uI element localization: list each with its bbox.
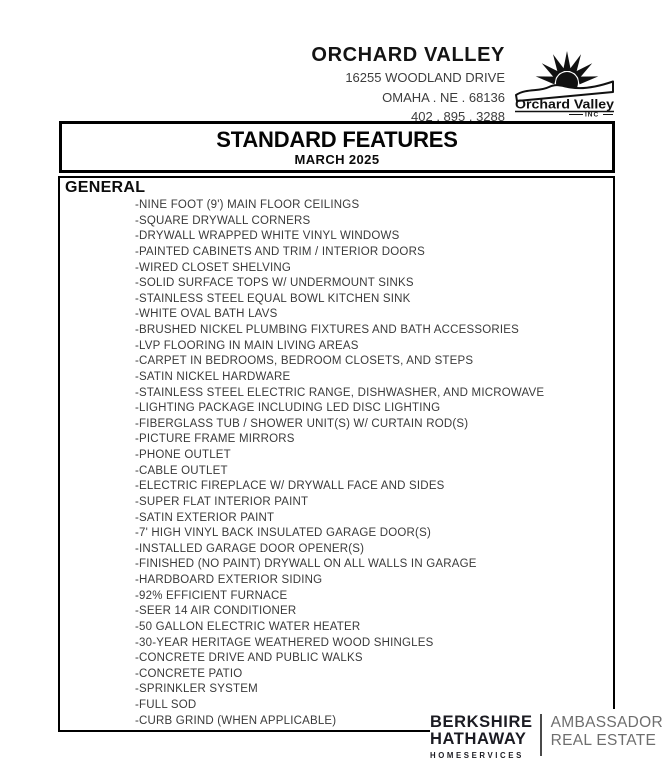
- footer-brand: [430, 709, 662, 772]
- feature-list-item: -WHITE OVAL BATH LAVS: [135, 308, 278, 321]
- feature-list-item: -WIRED CLOSET SHELVING: [135, 261, 292, 274]
- feature-list-item: -SPRINKLER SYSTEM: [135, 683, 258, 696]
- company-header: [311, 44, 505, 126]
- feature-list-item: -LVP FLOORING IN MAIN LIVING AREAS: [135, 339, 359, 352]
- logo-suffix: INC: [585, 111, 600, 119]
- feature-list-item: -92% EFFICIENT FURNACE: [135, 589, 288, 602]
- feature-list-item: -DRYWALL WRAPPED WHITE VINYL WINDOWS: [135, 230, 400, 243]
- feature-list-item: -STAINLESS STEEL EQUAL BOWL KITCHEN SINK: [135, 292, 411, 305]
- feature-list-item: -SOLID SURFACE TOPS W/ UNDERMOUNT SINKS: [135, 277, 414, 290]
- features-box: [58, 176, 615, 732]
- brand-line: BERKSHIRE: [430, 713, 533, 731]
- feature-list-item: -CONCRETE PATIO: [135, 667, 243, 680]
- feature-list-item: -FULL SOD: [135, 699, 197, 711]
- section-heading: GENERAL: [65, 179, 146, 196]
- sun-over-hills-icon: [513, 46, 619, 119]
- address-street: 16255 WOODLAND DRIVE: [345, 70, 505, 85]
- feature-list-item: -PHONE OUTLET: [135, 449, 231, 461]
- company-name: ORCHARD VALLEY: [311, 44, 505, 66]
- company-logo: [513, 46, 619, 119]
- address-city: OMAHA . NE . 68136: [382, 89, 505, 105]
- feature-list-item: -SUPER FLAT INTERIOR PAINT: [135, 495, 309, 508]
- feature-list-item: -BRUSHED NICKEL PLUMBING FIXTURES AND BATH ACCESSORIES: [135, 324, 519, 336]
- feature-list-item: -30-YEAR HERITAGE WEATHERED WOOD SHINGLES: [135, 636, 434, 649]
- feature-list-item: -PICTURE FRAME MIRRORS: [135, 433, 295, 446]
- feature-list-item: -CONCRETE DRIVE AND PUBLIC WALKS: [135, 652, 363, 665]
- logo-wordmark: Orchard Valley: [515, 96, 615, 112]
- feature-list-item: -STAINLESS STEEL ELECTRIC RANGE, DISHWASHER, AND MICROWAVE: [135, 386, 545, 399]
- feature-list-item: -SATIN EXTERIOR PAINT: [135, 511, 275, 524]
- footer-divider: [540, 714, 542, 756]
- phone-number: 402 . 895 . 3288: [411, 109, 505, 124]
- feature-list-item: -SEER 14 AIR CONDITIONER: [135, 605, 297, 618]
- partner-line: AMBASSADOR: [550, 714, 663, 731]
- ambassador-real-estate-logo: [551, 713, 663, 749]
- feature-list-item: -CURB GRIND (WHEN APPLICABLE): [135, 714, 337, 727]
- feature-list-item: -FINISHED (NO PAINT) DRYWALL ON ALL WALLS IN GARAGE: [135, 558, 477, 571]
- title-box: [59, 121, 615, 173]
- feature-list-item: -HARDBOARD EXTERIOR SIDING: [135, 574, 323, 586]
- feature-list-item: -CARPET IN BEDROOMS, BEDROOM CLOSETS, AND STEPS: [135, 355, 474, 368]
- feature-list-item: -SQUARE DRYWALL CORNERS: [135, 214, 311, 227]
- feature-list-item: -SATIN NICKEL HARDWARE: [135, 370, 291, 383]
- feature-list: [135, 198, 609, 729]
- feature-list-item: -NINE FOOT (9') MAIN FLOOR CEILINGS: [135, 199, 360, 211]
- brand-line: HATHAWAY: [430, 730, 527, 748]
- feature-list-item: -PAINTED CABINETS AND TRIM / INTERIOR DOORS: [135, 245, 425, 258]
- berkshire-hathaway-logo: [430, 713, 533, 760]
- feature-list-item: -CABLE OUTLET: [135, 464, 228, 477]
- feature-list-item: -LIGHTING PACKAGE INCLUDING LED DISC LIGHTING: [135, 402, 441, 415]
- feature-list-item: -ELECTRIC FIREPLACE W/ DRYWALL FACE AND SIDES: [135, 480, 445, 493]
- partner-line: REAL ESTATE: [550, 731, 657, 749]
- brand-subline: HOMESERVICES: [430, 751, 524, 760]
- feature-list-item: -7' HIGH VINYL BACK INSULATED GARAGE DOOR(S): [135, 527, 431, 540]
- document-title: STANDARD FEATURES: [216, 126, 458, 152]
- feature-list-item: -FIBERGLASS TUB / SHOWER UNIT(S) W/ CURTAIN ROD(S): [135, 417, 469, 430]
- feature-list-item: -INSTALLED GARAGE DOOR OPENER(S): [135, 542, 365, 555]
- document-date: MARCH 2025: [294, 151, 380, 167]
- feature-list-item: -50 GALLON ELECTRIC WATER HEATER: [135, 620, 361, 633]
